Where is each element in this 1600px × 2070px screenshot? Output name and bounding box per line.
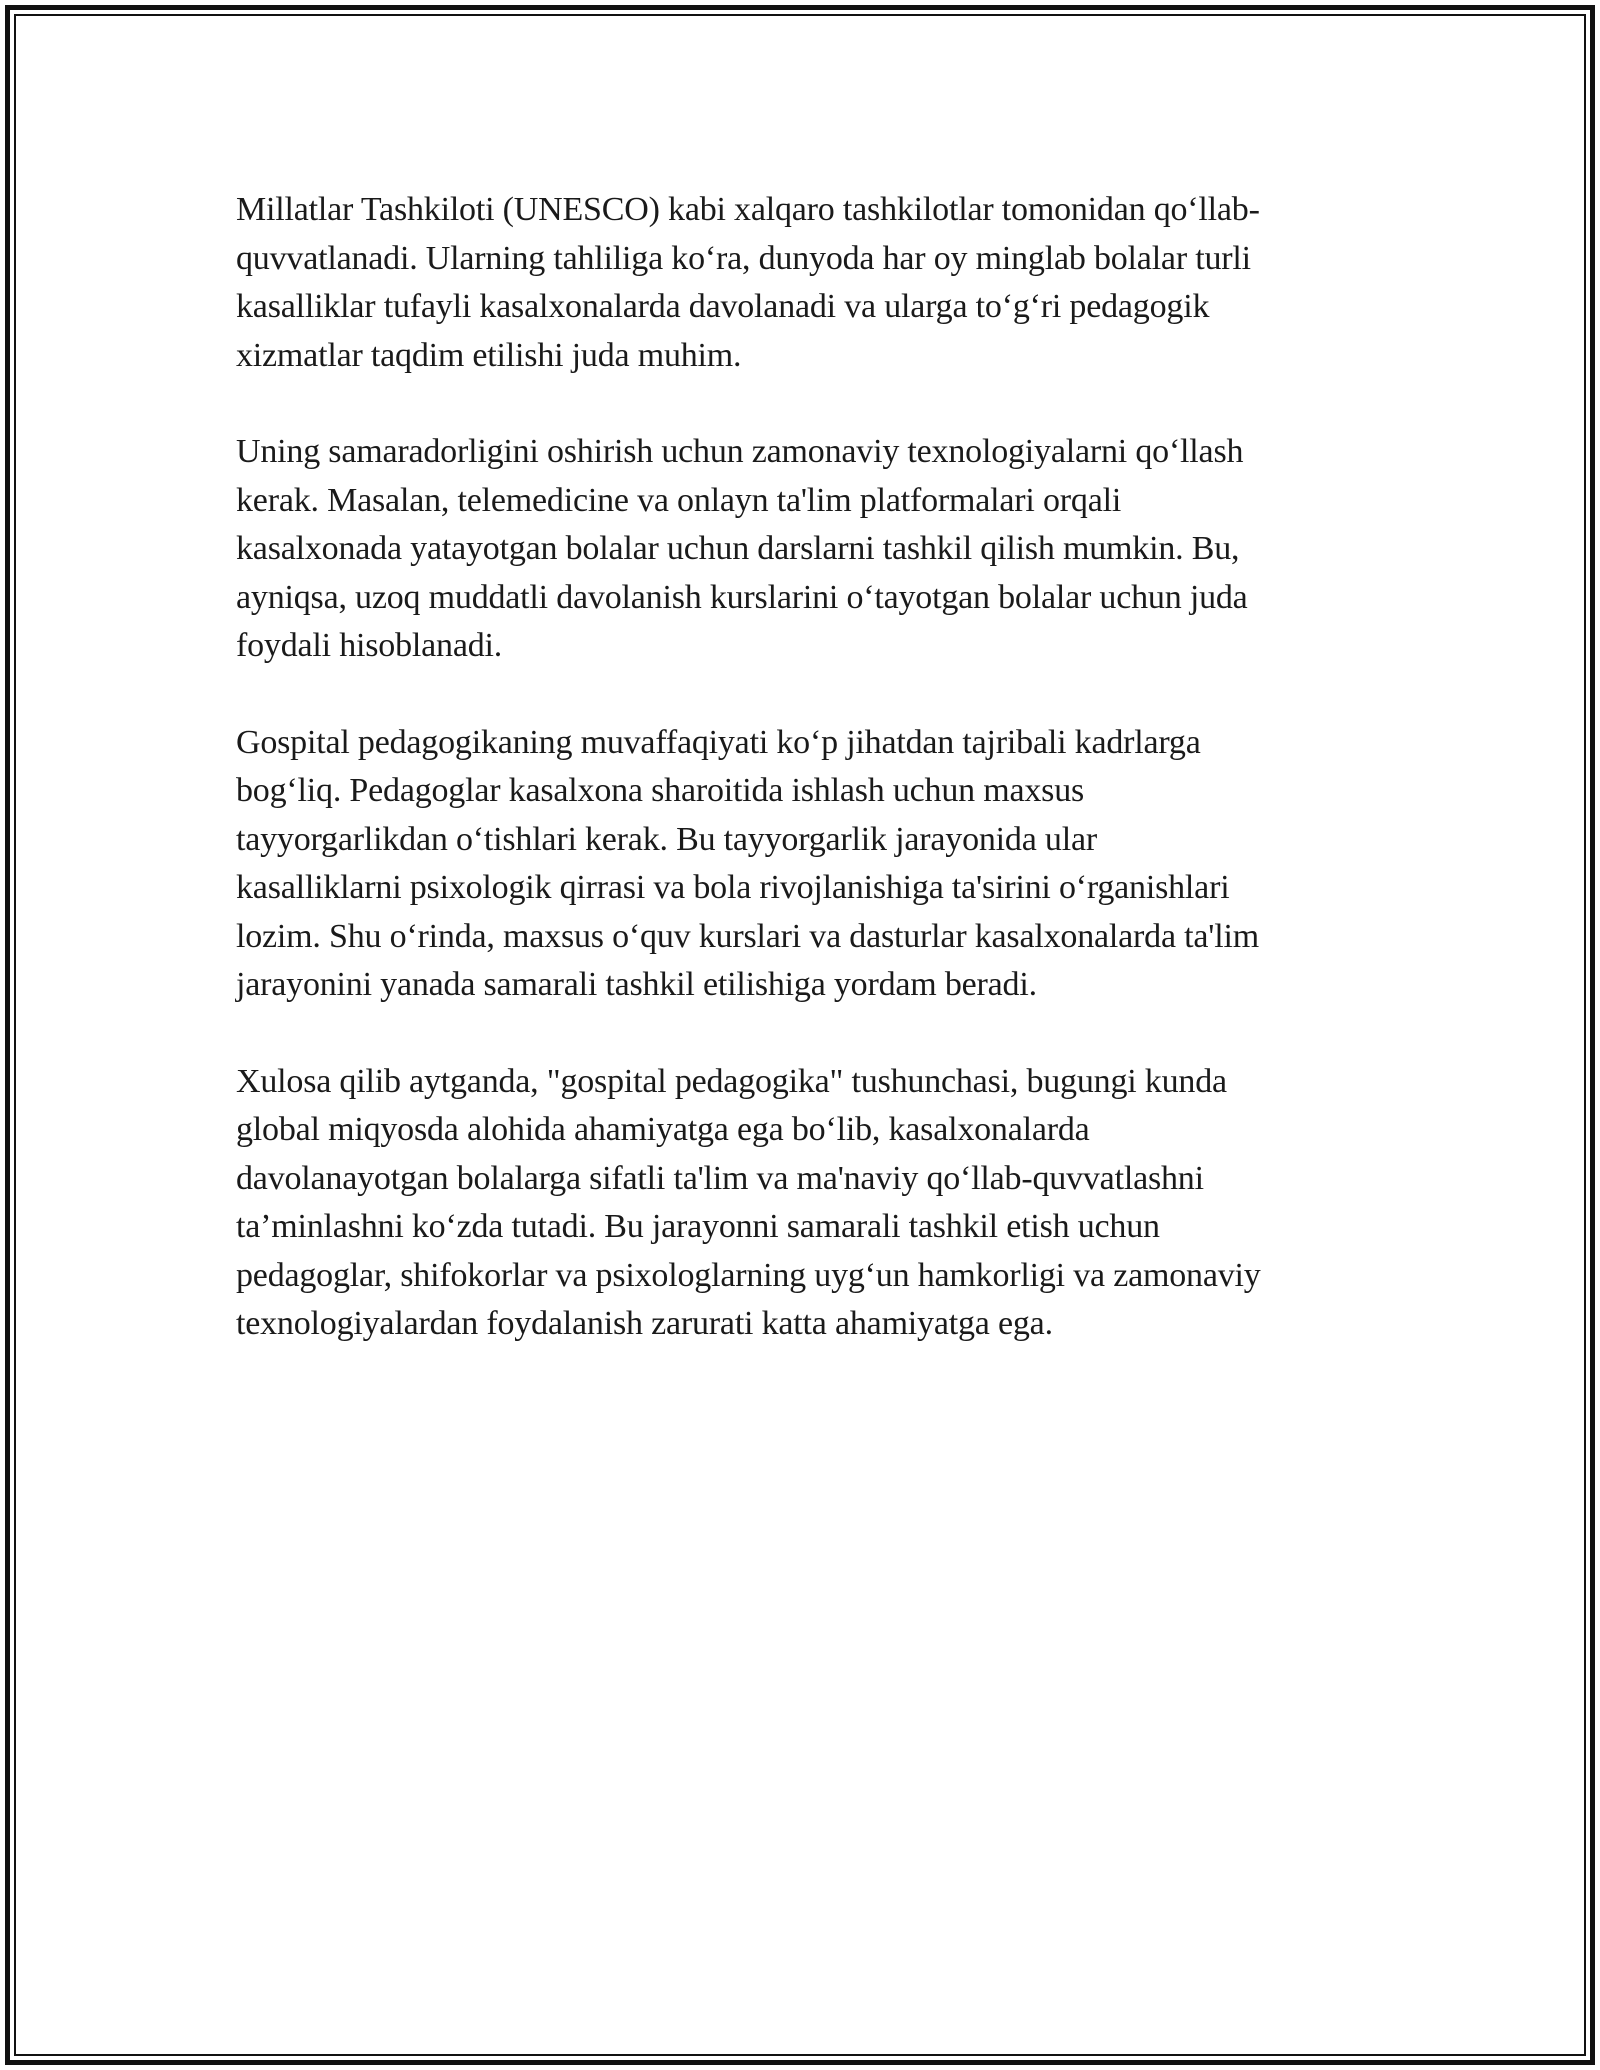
text-line: global miqyosda alohida ahamiyatga ega bo‘lib, kasalxonalarda — [236, 1111, 1090, 1148]
text-line: ayniqsa, uzoq muddatli davolanish kurslarini o‘tayotgan bolalar uchun juda — [236, 578, 1248, 616]
document-body — [236, 186, 1366, 1397]
paragraph-unesco-support — [236, 186, 1366, 380]
text-line: davolanayotgan bolalarga sifatli ta'lim va ma'naviy qo‘llab-quvvatlashni — [236, 1159, 1204, 1197]
text-line: bog‘liq. Pedagoglar kasalxona sharoitida ishlash uchun maxsus — [236, 772, 1085, 809]
paragraph-technology — [236, 428, 1366, 671]
text-line: tayyorgarlikdan o‘tishlari kerak. Bu tayyorgarlik jarayonida ular — [236, 820, 1097, 858]
text-line: jarayonini yanada samarali tashkil etilishiga yordam beradi. — [236, 966, 1037, 1003]
text-line: pedagoglar, shifokorlar va psixologlarning uyg‘un hamkorligi va zamonaviy — [236, 1256, 1261, 1294]
text-line: Gospital pedagogikaning muvaffaqiyati ko‘p jihatdan tajribali kadrlarga — [236, 723, 1201, 761]
text-line: Uning samaradorligini oshirish uchun zamonaviy texnologiyalarni qo‘llash — [236, 433, 1244, 470]
text-line: xizmatlar taqdim etilishi juda muhim. — [236, 336, 742, 374]
text-line: quvvatlanadi. Ularning tahliliga ko‘ra, dunyoda har oy minglab bolalar turli — [236, 239, 1251, 277]
text-line: foydali hisoblanadi. — [236, 627, 503, 664]
text-line: kasalliklar tufayli kasalxonalarda davolanadi va ularga to‘g‘ri pedagogik — [236, 288, 1210, 325]
text-line: kasalxonada yatayotgan bolalar uchun darslarni tashkil qilish mumkin. Bu, — [236, 530, 1240, 567]
paragraph-staff-training — [236, 719, 1366, 1010]
text-line: kasalliklarni psixologik qirrasi va bola rivojlanishiga ta'sirini o‘rganishlari — [236, 869, 1230, 906]
text-line: lozim. Shu o‘rinda, maxsus o‘quv kurslari va dasturlar kasalxonalarda ta'lim — [236, 917, 1259, 955]
text-line: kerak. Masalan, telemedicine va onlayn ta'lim platformalari orqali — [236, 481, 1122, 519]
paragraph-conclusion — [236, 1058, 1366, 1349]
text-line: ta’minlashni ko‘zda tutadi. Bu jarayonni samarali tashkil etish uchun — [236, 1208, 1160, 1245]
text-line: Millatlar Tashkiloti (UNESCO) kabi xalqaro tashkilotlar tomonidan qo‘llab- — [236, 191, 1260, 228]
text-line: Xulosa qilib aytganda, "gospital pedagogika" tushunchasi, bugungi kunda — [236, 1062, 1227, 1100]
text-line: texnologiyalardan foydalanish zarurati katta ahamiyatga ega. — [236, 1305, 1053, 1342]
